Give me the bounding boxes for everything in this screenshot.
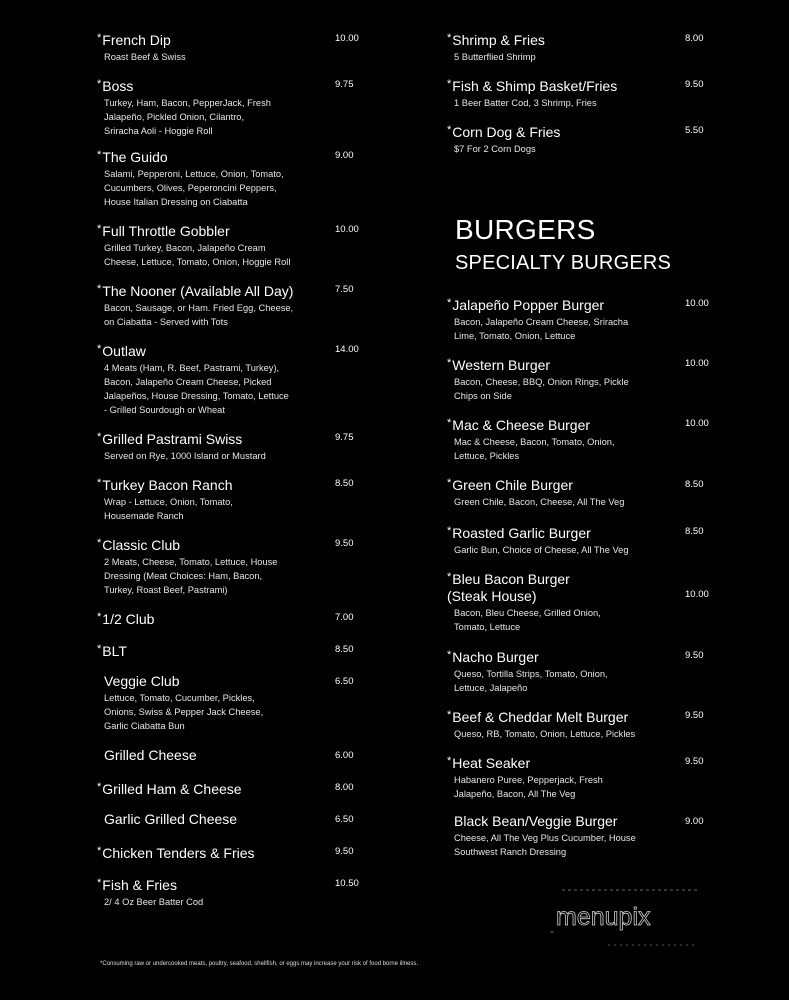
- description-line: Chips on Side: [454, 391, 512, 401]
- item-name-text: Jalapeño Popper Burger: [452, 297, 605, 313]
- description-line: on Ciabatta - Served with Tots: [104, 317, 228, 327]
- item-name-text: The Nooner (Available All Day): [102, 283, 294, 299]
- description-line: Bacon, Jalapeño Cream Cheese, Sriracha: [454, 317, 629, 327]
- item-name-text: Grilled Ham & Cheese: [102, 781, 242, 797]
- item-price: 10.50: [335, 878, 359, 889]
- asterisk-marker: *: [97, 845, 102, 857]
- item-price: 8.50: [335, 644, 354, 655]
- item-description: [447, 495, 737, 509]
- item-name-text: Shrimp & Fries: [452, 32, 545, 48]
- description-line: Lettuce, Tomato, Cucumber, Pickles,: [104, 693, 255, 703]
- description-line: 2 Meats, Cheese, Tomato, Lettuce, House: [104, 557, 278, 567]
- asterisk-marker: *: [447, 477, 452, 489]
- item-price: 10.00: [685, 589, 709, 600]
- menupix-watermark: [548, 888, 708, 948]
- item-description: [97, 50, 387, 64]
- description-line: Bacon, Cheese, BBQ, Onion Rings, Pickle: [454, 377, 629, 387]
- item-price: 8.50: [685, 479, 704, 490]
- asterisk-marker: *: [447, 525, 452, 537]
- description-line: Mac & Cheese, Bacon, Tomato, Onion,: [454, 437, 615, 447]
- description-line: Bacon, Jalapeño Cream Cheese, Picked: [104, 377, 272, 387]
- description-line: Garlic Bun, Choice of Cheese, All The Veg: [454, 545, 629, 555]
- item-price: 5.50: [685, 125, 704, 136]
- item-price: 9.50: [335, 846, 354, 857]
- item-name-text: Beef & Cheddar Melt Burger: [452, 709, 629, 725]
- item-price: 6.50: [335, 814, 354, 825]
- item-price: 14.00: [335, 344, 359, 355]
- section-subtitle: SPECIALTY BURGERS: [455, 252, 672, 274]
- description-line: Onions, Swiss & Pepper Jack Cheese,: [104, 707, 264, 717]
- asterisk-marker: *: [97, 643, 102, 655]
- description-line: Salami, Pepperoni, Lettuce, Onion, Tomato,: [104, 169, 284, 179]
- asterisk-marker: *: [447, 78, 452, 90]
- asterisk-marker: *: [447, 755, 452, 767]
- item-name-text: Full Throttle Gobbler: [102, 223, 230, 239]
- asterisk-marker: *: [97, 611, 102, 623]
- item-description: [97, 495, 387, 523]
- item-price: 10.00: [335, 33, 359, 44]
- item-description: [447, 667, 737, 695]
- item-name-text: Fish & Fries: [102, 877, 177, 893]
- item-price: 9.50: [685, 710, 704, 721]
- asterisk-marker: *: [447, 32, 452, 44]
- description-line: Turkey, Ham, Bacon, PepperJack, Fresh: [104, 98, 271, 108]
- description-line: Green Chile, Bacon, Cheese, All The Veg: [454, 497, 625, 507]
- item-price: 8.00: [335, 782, 354, 793]
- description-line: Cucumbers, Olives, Peperoncini Peppers,: [104, 183, 277, 193]
- item-price: 9.00: [335, 150, 354, 161]
- item-name-text: Turkey Bacon Ranch: [102, 477, 233, 493]
- description-line: 5 Butterflied Shrimp: [454, 52, 536, 62]
- item-description: [447, 435, 737, 463]
- item-price: 9.50: [685, 650, 704, 661]
- item-price: 9.00: [685, 816, 704, 827]
- description-line: Bacon, Sausage, or Ham. Fried Egg, Cheese,: [104, 303, 294, 313]
- item-price: 6.00: [335, 750, 354, 761]
- item-name-text: Boss: [102, 78, 134, 94]
- item-price: 6.50: [335, 676, 354, 687]
- item-name-text: Garlic Grilled Cheese: [104, 811, 238, 827]
- item-name-text: Chicken Tenders & Fries: [102, 845, 255, 861]
- item-name: [447, 569, 587, 605]
- item-description: [447, 50, 737, 64]
- description-line: Tomato, Lettuce: [454, 622, 521, 632]
- item-name-text: Outlaw: [102, 343, 146, 359]
- description-line: Dressing (Meat Choices: Ham, Bacon,: [104, 571, 263, 581]
- item-price: 10.00: [685, 418, 709, 429]
- description-line: - Grilled Sourdough or Wheat: [104, 405, 225, 415]
- item-description: [97, 895, 387, 909]
- description-line: Queso, Tortilla Strips, Tomato, Onion,: [454, 669, 608, 679]
- description-line: 2/ 4 Oz Beer Batter Cod: [104, 897, 204, 907]
- asterisk-marker: *: [97, 537, 102, 549]
- menu-item-bleu-bacon-burger-steak-house: [447, 569, 737, 634]
- item-name-text: Grilled Pastrami Swiss: [102, 431, 243, 447]
- item-description: [447, 831, 737, 859]
- description-line: Served on Rye, 1000 Island or Mustard: [104, 451, 266, 461]
- item-description: [447, 727, 737, 741]
- item-price: 9.75: [335, 79, 354, 90]
- description-line: Jalapeño, Bacon, All The Veg: [454, 789, 576, 799]
- asterisk-marker: *: [447, 571, 452, 583]
- item-name-text: The Guido: [102, 149, 168, 165]
- item-description: [447, 543, 737, 557]
- description-line: Wrap - Lettuce, Onion, Tomato,: [104, 497, 233, 507]
- asterisk-marker: *: [97, 343, 102, 355]
- description-line: Bacon, Bleu Cheese, Grilled Onion,: [454, 608, 601, 618]
- item-description: [97, 691, 387, 733]
- description-line: Jalapeños, House Dressing, Tomato, Lettuce: [104, 391, 289, 401]
- description-line: $7 For 2 Corn Dogs: [454, 144, 536, 154]
- item-name-text: Nacho Burger: [452, 649, 539, 665]
- item-name-text: Corn Dog & Fries: [452, 124, 561, 140]
- item-price: 9.50: [685, 79, 704, 90]
- description-line: Roast Beef & Swiss: [104, 52, 186, 62]
- item-description: [447, 375, 737, 403]
- section-title: BURGERS: [455, 214, 596, 245]
- item-price: 10.00: [685, 298, 709, 309]
- description-line: 4 Meats (Ham, R. Beef, Pastrami, Turkey),: [104, 363, 280, 373]
- description-line: Lettuce, Pickles: [454, 451, 520, 461]
- description-line: Housemade Ranch: [104, 511, 184, 521]
- item-name-text: Green Chile Burger: [452, 477, 573, 493]
- item-name-text: Roasted Garlic Burger: [452, 525, 591, 541]
- item-price: 8.50: [685, 526, 704, 537]
- footnote: *Consuming raw or undercooked meats, poultry, seafood, shellfish, or eggs may increase your risk of food borne illness.: [100, 961, 419, 967]
- asterisk-marker: *: [447, 124, 452, 136]
- item-name-text: Bleu Bacon Burger (Steak House): [447, 571, 570, 604]
- item-name-text: BLT: [102, 643, 127, 659]
- asterisk-marker: *: [447, 709, 452, 721]
- item-name-text: Western Burger: [452, 357, 551, 373]
- asterisk-marker: *: [97, 283, 102, 295]
- item-price: 7.50: [335, 284, 354, 295]
- item-name-text: Veggie Club: [104, 673, 180, 689]
- item-description: [447, 773, 737, 801]
- asterisk-marker: *: [97, 877, 102, 889]
- description-line: Grilled Turkey, Bacon, Jalapeño Cream: [104, 243, 266, 253]
- item-description: [447, 606, 737, 634]
- item-price: 10.00: [335, 224, 359, 235]
- asterisk-marker: *: [447, 649, 452, 661]
- item-name-text: Mac & Cheese Burger: [452, 417, 591, 433]
- item-name-text: Classic Club: [102, 537, 181, 553]
- description-line: House Italian Dressing on Ciabatta: [104, 197, 248, 207]
- item-price: 8.00: [685, 33, 704, 44]
- item-description: [447, 96, 737, 110]
- item-description: [97, 301, 387, 329]
- description-line: Garlic Ciabatta Bun: [104, 721, 185, 731]
- asterisk-marker: *: [97, 477, 102, 489]
- item-price: 8.50: [335, 478, 354, 489]
- asterisk-marker: *: [447, 297, 452, 309]
- item-price: 7.00: [335, 612, 354, 623]
- item-description: [447, 315, 737, 343]
- description-line: Habanero Puree, Pepperjack, Fresh: [454, 775, 603, 785]
- item-name-text: Black Bean/Veggie Burger: [454, 813, 618, 829]
- description-line: Cheese, Lettuce, Tomato, Onion, Hoggie Roll: [104, 257, 291, 267]
- item-price: 9.50: [335, 538, 354, 549]
- description-line: Lettuce, Jalapeño: [454, 683, 528, 693]
- item-description: [447, 142, 737, 156]
- watermark-text: menupix: [556, 903, 651, 931]
- item-description: [97, 361, 387, 417]
- asterisk-marker: *: [97, 223, 102, 235]
- description-line: Southwest Ranch Dressing: [454, 847, 567, 857]
- item-price: 10.00: [685, 358, 709, 369]
- item-description: [97, 555, 387, 597]
- description-line: Cheese, All The Veg Plus Cucumber, House: [454, 833, 636, 843]
- description-line: Lime, Tomato, Onion, Lettuce: [454, 331, 576, 341]
- asterisk-marker: *: [97, 32, 102, 44]
- item-price: 9.50: [685, 756, 704, 767]
- asterisk-marker: *: [97, 149, 102, 161]
- description-line: 1 Beer Batter Cod, 3 Shrimp, Fries: [454, 98, 597, 108]
- description-line: Queso, RB, Tomato, Onion, Lettuce, Pickles: [454, 729, 636, 739]
- item-name-text: Heat Seaker: [452, 755, 531, 771]
- item-price: 9.75: [335, 432, 354, 443]
- description-line: Sriracha Aoli - Hoggie Roll: [104, 126, 213, 136]
- item-name-text: Fish & Shimp Basket/Fries: [452, 78, 618, 94]
- item-name-text: 1/2 Club: [102, 611, 155, 627]
- item-description: [97, 96, 387, 138]
- item-description: [97, 449, 387, 463]
- item-description: [97, 241, 387, 269]
- asterisk-marker: *: [97, 431, 102, 443]
- description-line: Jalapeño, Pickled Onion, Cilantro,: [104, 112, 245, 122]
- description-line: Turkey, Roast Beef, Pastrami): [104, 585, 228, 595]
- asterisk-marker: *: [97, 781, 102, 793]
- asterisk-marker: *: [97, 78, 102, 90]
- asterisk-marker: *: [447, 357, 452, 369]
- item-name-text: French Dip: [102, 32, 171, 48]
- item-description: [97, 167, 387, 209]
- item-name-text: Grilled Cheese: [104, 747, 197, 763]
- asterisk-marker: *: [447, 417, 452, 429]
